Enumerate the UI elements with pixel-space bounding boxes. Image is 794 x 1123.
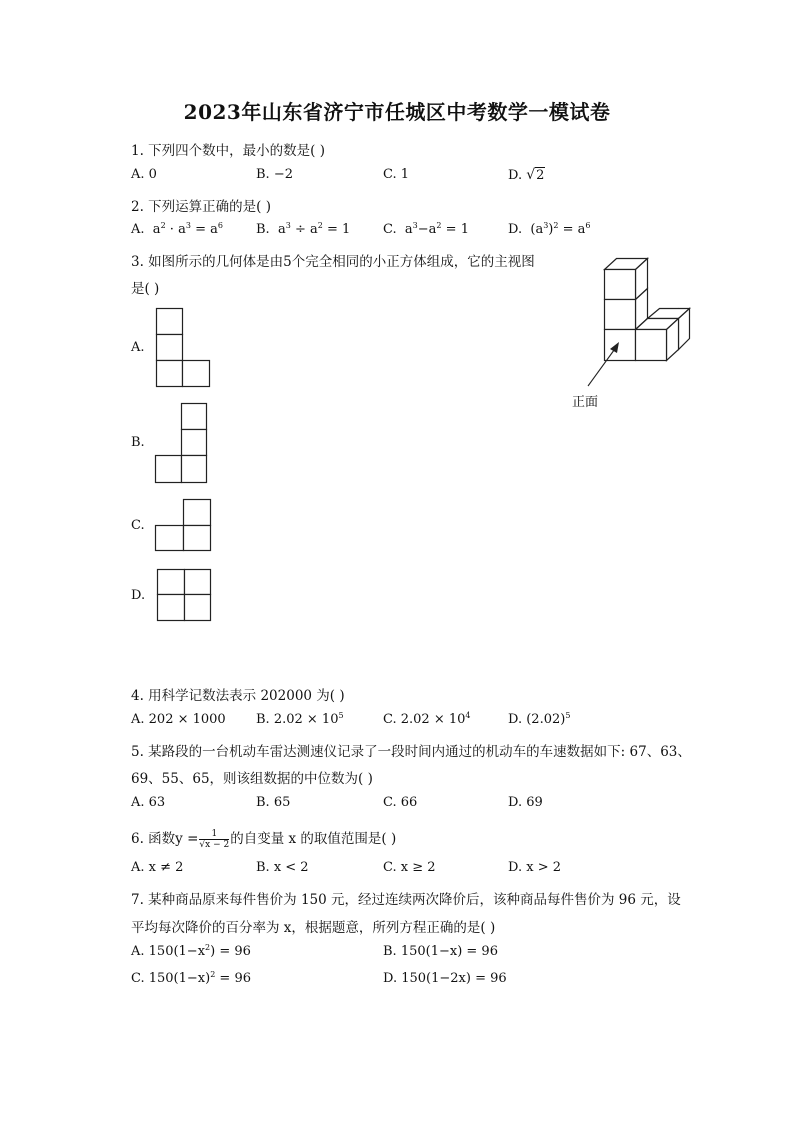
page-title: 2023年山东省济宁市任城区中考数学一模试卷	[183, 100, 611, 124]
question-3-stem-line1: 3. 如图所示的几何体是由5个完全相同的小正方体组成，它的主视图	[131, 254, 535, 270]
sqrt-radicand: 2	[536, 168, 545, 183]
question-3-stem-line2: 是( )	[131, 281, 160, 297]
q4-option-b: B. $2.02 \times 10^5$	[256, 711, 344, 727]
q2-option-d: D. $(a^3)^2 = a^6$	[508, 221, 591, 237]
fraction-denominator: √x − 2	[199, 840, 230, 850]
sqrt-icon: √	[199, 840, 206, 850]
q3-option-d-label: D.	[131, 588, 146, 603]
q5-option-c: C. 66	[383, 795, 418, 810]
q5-option-d: D. 69	[508, 795, 543, 810]
q2-option-b: B. $a^3 \div a^2 = 1$	[256, 221, 351, 237]
question-7-stem-line2: 平均每次降价的百分率为 x，根据题意，所列方程正确的是( )	[131, 920, 496, 936]
question-4-stem: 4. 用科学记数法表示 202000 为( )	[131, 688, 345, 704]
q7-option-a: A. $150(1-x^2) = 96$	[131, 943, 251, 959]
q3-option-d-figure	[157, 569, 213, 623]
front-view-arrow-icon	[586, 340, 626, 390]
q1-option-a: A. 0	[131, 167, 157, 182]
q5-option-b: B. 65	[256, 795, 291, 810]
q2-option-c: C. $a^3-a^2 = 1$	[383, 221, 469, 237]
q3-option-b-label: B.	[131, 435, 145, 450]
question-5-stem-line2: 69、55、65，则该组数据的中位数为( )	[131, 771, 373, 787]
q5-option-a: A. 63	[131, 795, 166, 810]
q1-option-d-label: D.	[508, 168, 527, 183]
front-view-label: 正面	[572, 395, 599, 410]
q1-option-c: C. 1	[383, 167, 410, 182]
q7-option-d: D. 150(1−2x) = 96	[383, 971, 507, 986]
q4-option-a: A. 202 × 1000	[131, 712, 226, 727]
q3-option-c-figure	[155, 499, 213, 553]
q3-option-b-figure	[155, 403, 211, 485]
question-6-stem: 6. 函数y = $\frac{1}{√x - 2}$ 的自变量 x 的取值范围是( )	[131, 829, 397, 850]
q2-option-a: A. $a^2 \cdot a^3 = a^6$	[131, 221, 223, 237]
sqrt-icon: √	[526, 167, 536, 183]
q4-option-c: C. $2.02 \times 10^4$	[383, 711, 471, 727]
fraction: $\frac{1}{√x - 2}$	[199, 829, 230, 850]
q6-option-a: A. x ≠ 2	[131, 860, 184, 875]
q7-option-b: B. 150(1−x) = 96	[383, 944, 498, 959]
q7-option-c: C. $150(1-x)^2 = 96$	[131, 970, 251, 986]
q6-option-b: B. x < 2	[256, 860, 309, 875]
q3-option-a-figure	[156, 308, 212, 388]
q6-option-c: C. x ≥ 2	[383, 860, 436, 875]
question-5-stem-line1: 5. 某路段的一台机动车雷达测速仪记录了一段时间内通过的机动车的车速数据如下: 67、63、	[131, 744, 691, 760]
q3-option-a-label: A.	[131, 340, 145, 355]
question-7-stem-line1: 7. 某种商品原来每件售价为 150 元，经过连续两次降价后，该种商品每件售价为 96 元，设	[131, 892, 681, 908]
question-1-stem: 1. 下列四个数中，最小的数是( )	[131, 143, 325, 159]
q1-option-b: B. −2	[256, 167, 293, 182]
q6-option-d: D. x > 2	[508, 860, 561, 875]
q1-option-d	[508, 167, 545, 183]
question-2-stem: 2. 下列运算正确的是( )	[131, 199, 271, 215]
q3-option-c-label: C.	[131, 518, 145, 533]
q4-option-d: D. $(2.02)^5$	[508, 711, 571, 727]
